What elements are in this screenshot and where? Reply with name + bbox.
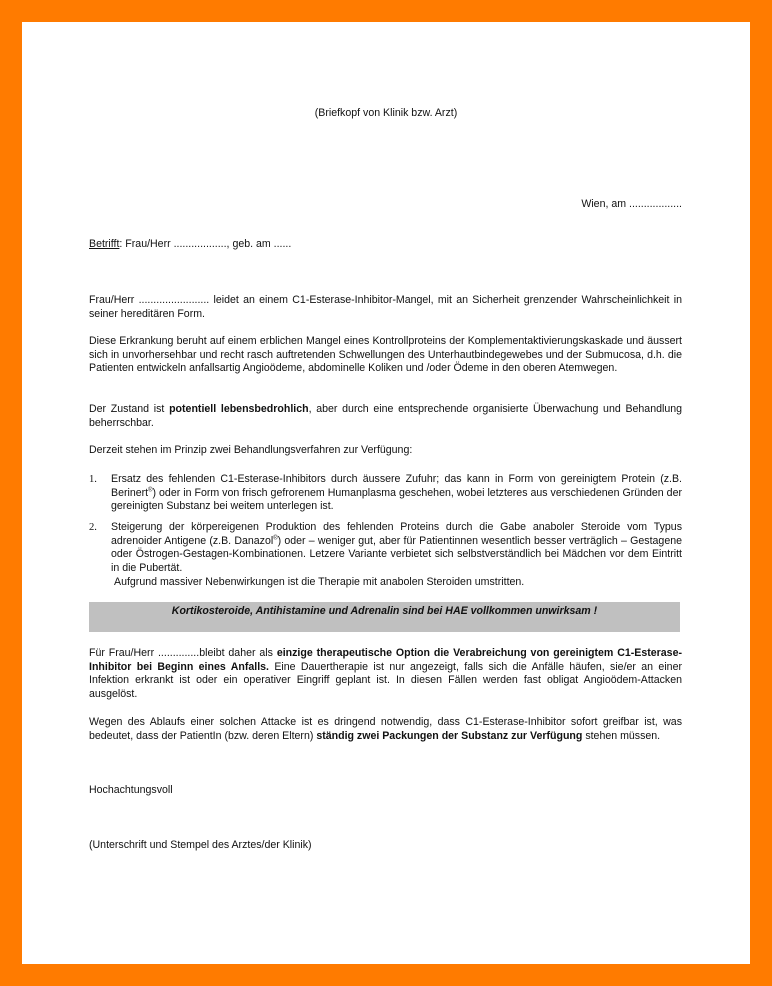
paragraph-treatment-intro: Derzeit stehen im Prinzip zwei Behandlungsverfahren zur Verfügung: (89, 444, 413, 456)
list-item-text (111, 473, 682, 514)
paragraph-condition (89, 403, 682, 430)
date-line: Wien, am .................. (581, 198, 682, 210)
item1-text-a: Ersatz des fehlenden C1-Esterase-Inhibitors durch äussere Zufuhr; das kann in Form von gereinigtem Protein (z.B. Berinert (111, 473, 682, 499)
paragraph-therapy-option (89, 647, 682, 701)
therapy-text-a: Für Frau/Herr ..............bleibt daher als (89, 647, 277, 659)
availability-emphasis: ständig zwei Packungen der Substanz zur Verfügung (316, 729, 583, 742)
list-number: 1. (89, 474, 97, 485)
paragraph-diagnosis: Frau/Herr ........................ leidet an einem C1-Esterase-Inhibitor-Mangel, mit an Sicherheit grenzender Wahrscheinlichkeit in seiner hereditären Form. (89, 294, 682, 320)
signature-placeholder: (Unterschrift und Stempel des Arztes/der Klinik) (89, 839, 312, 851)
paragraph-disease-description: Diese Erkrankung beruht auf einem erblichen Mangel eines Kontrollproteins der Komplementaktivierungskaskade und äussert sich in unvorhersehbar und recht rasch auftretenden Schwellungen des Unterhautbindegewebes und der Submucosa, d.h. die Patienten entwickeln anfallsartig Angioödeme, abdominelle Koliken und /oder Ödeme in den oberen Atemwegen. (89, 335, 682, 375)
item1-text-b: ) oder in Form von frisch gefrorenem Humanplasma geschehen, wobei letzteres aus verschiedenen Gründen der gereinigten Substanz bei weitem unterlegen ist. (111, 486, 682, 513)
list-item-text (111, 521, 682, 575)
availability-text-b: stehen müssen. (582, 729, 661, 742)
paragraph-availability (89, 716, 682, 743)
availability-text-a: Wegen des Ablaufs einer solchen Attacke ist es dringend notwendig, dass C1-Esterase-Inhibitor sofort greifbar ist, was bedeutet, dass der PatientIn (bzw. deren Eltern) (89, 716, 682, 742)
list-number: 2. (89, 522, 97, 533)
therapy-emphasis: einzige therapeutische Option die Verabreichung von gereinigtem C1-Esterase-Inhibitor bei Beginn eines Anfalls. (89, 647, 682, 673)
subject-text: : Frau/Herr .................., geb. am ...... (119, 238, 292, 250)
item2-text-b: ) oder – weniger gut, aber für Patientinnen wesentlich besser verträglich – Gestagene oder Östrogen-Gestagen-Kombinationen. Letzere Variante verbietet sich selbstverständlich bei Mädchen vor dem Eintritt in die Pubertät. (111, 534, 682, 574)
letter-page (22, 22, 750, 964)
item2-text-a: Steigerung der körpereigenen Produktion des fehlenden Proteins durch die Gabe anaboler Steroide vom Typus adrenoider Antigene (z.B. Danazol (111, 521, 682, 547)
registered-mark: ® (148, 487, 153, 494)
condition-text-a: Der Zustand ist (89, 403, 170, 415)
registered-mark: ® (273, 535, 278, 542)
steroid-note: Aufgrund massiver Nebenwirkungen ist die Therapie mit anabolen Steroiden umstritten. (114, 576, 525, 588)
therapy-text-b: Eine Dauertherapie ist nur angezeigt, falls sich die Anfälle häufen, sie/er an einer Infektion erkrankt ist oder ein operativer Eingriff geplant ist. In diesen Fällen werden fast obligat Angioödem-Attacken ausgelöst. (89, 660, 682, 700)
condition-emphasis: potentiell lebensbedrohlich (169, 403, 309, 415)
letterhead-placeholder: (Briefkopf von Klinik bzw. Arzt) (314, 107, 458, 119)
warning-banner-text: Kortikosteroide, Antihistamine und Adrenalin sind bei HAE vollkommen unwirksam ! (171, 605, 598, 617)
subject-label: Betrifft (89, 238, 120, 250)
subject-line (89, 238, 291, 252)
list-item (89, 521, 682, 591)
condition-text-b: , aber durch eine entsprechende organisierte Überwachung und Behandlung beherrschbar. (89, 403, 683, 429)
list-item (89, 473, 682, 515)
warning-banner (89, 602, 680, 632)
closing-salutation: Hochachtungsvoll (89, 784, 173, 796)
